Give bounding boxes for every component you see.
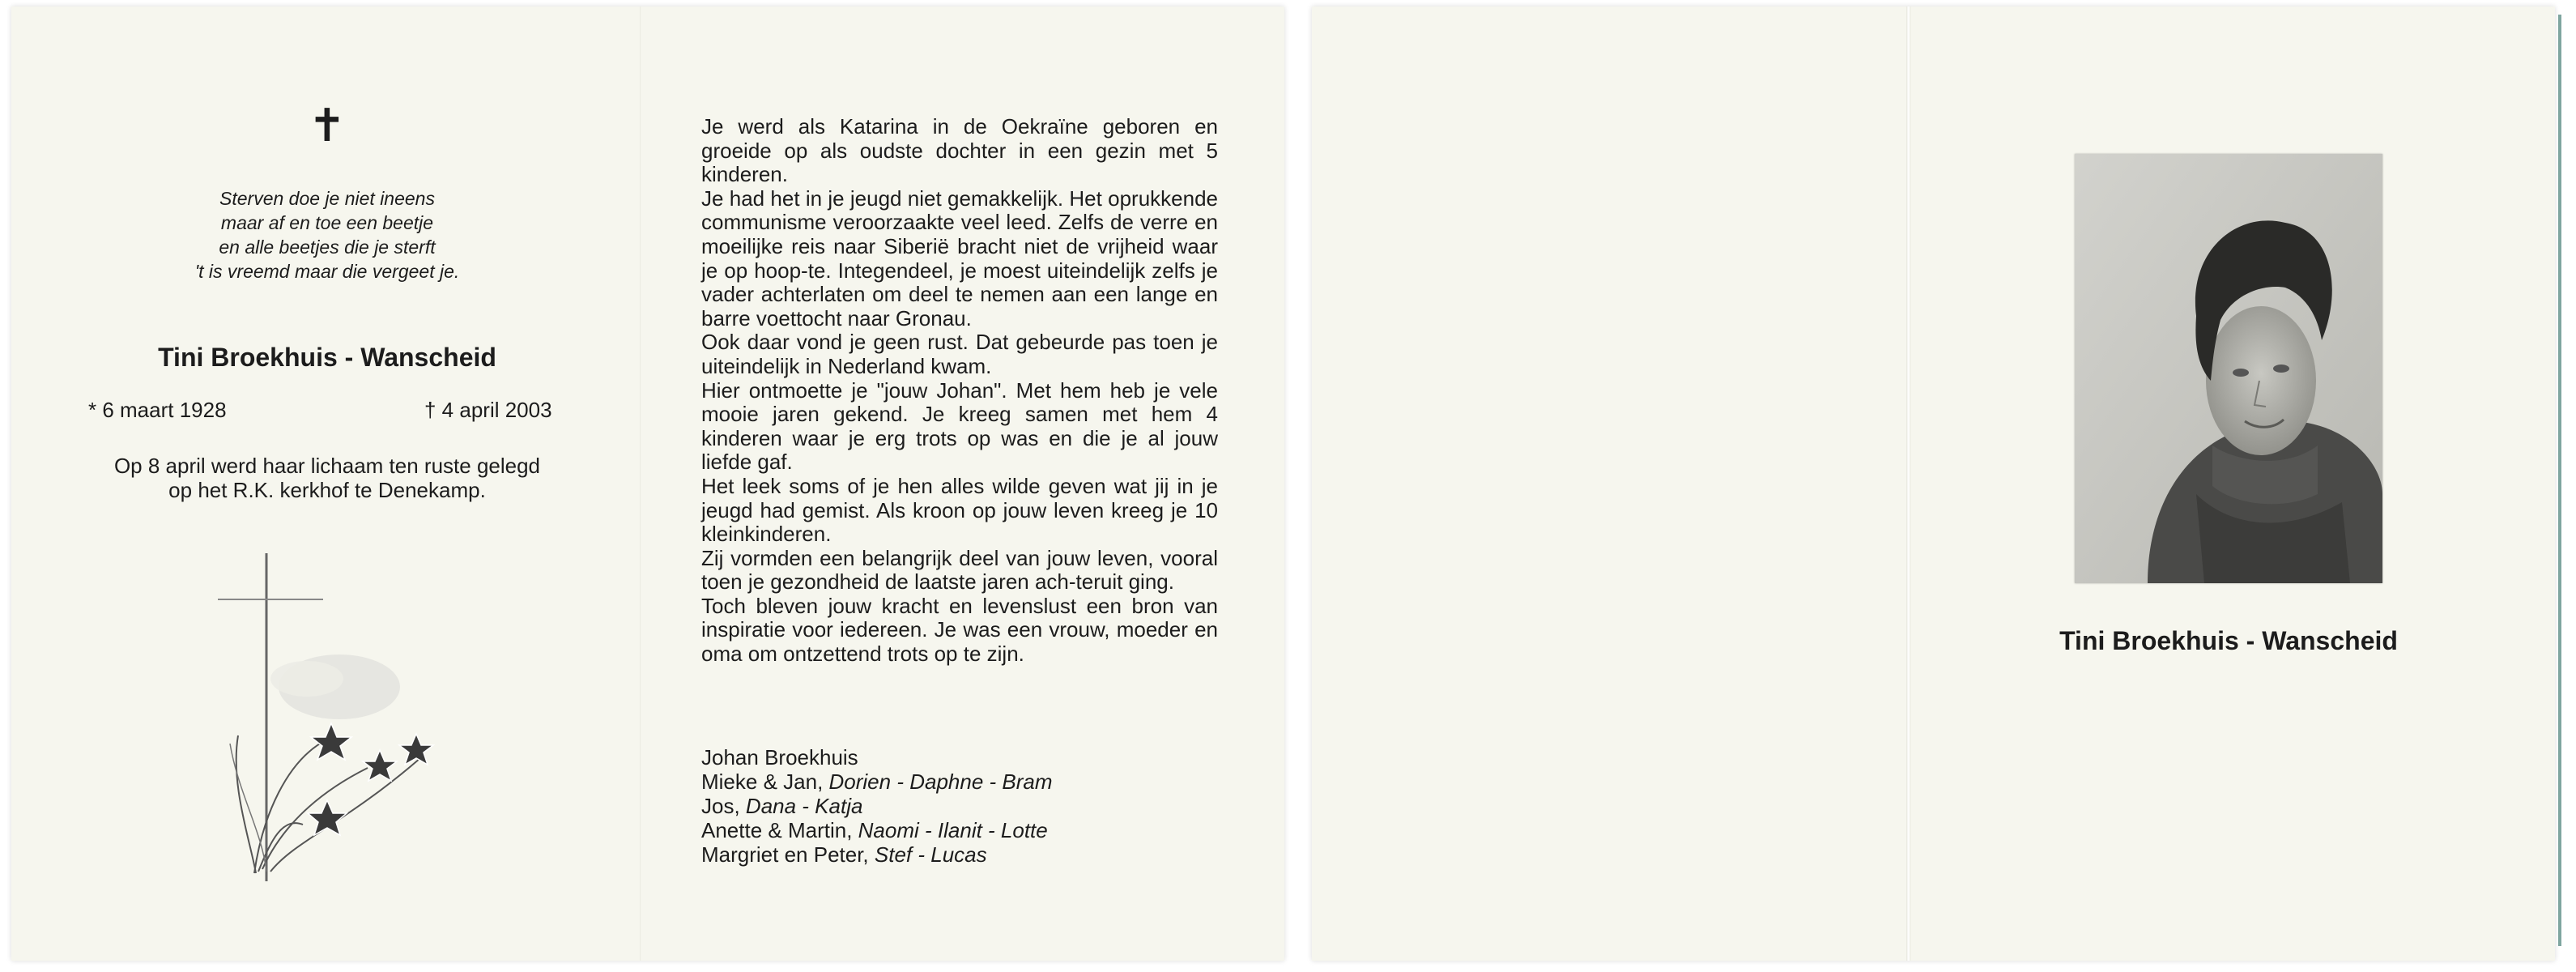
family-children: Dorien - Daphne - Bram (828, 770, 1053, 794)
family-children: Dana - Katja (745, 794, 863, 818)
family-line (701, 818, 1268, 842)
fold-line (1906, 6, 1911, 961)
card-edge (2558, 15, 2561, 946)
death-date: † 4 april 2003 (424, 398, 552, 422)
family-parents: Anette & Martin, (701, 818, 858, 842)
family-list (701, 745, 1268, 867)
poem-line: 't is vreemd maar die vergeet je. (194, 261, 460, 282)
cross-flowers-illustration (206, 549, 465, 889)
deceased-name: Tini Broekhuis - Wanscheid (158, 343, 496, 372)
burial-line: Op 8 april werd haar lichaam ten ruste gelegd (113, 454, 541, 478)
poem (11, 186, 643, 284)
photo-caption: Tini Broekhuis - Wanscheid (2059, 626, 2398, 655)
poem-line: maar af en toe een beetje (220, 212, 434, 233)
family-parents: Jos, (701, 794, 746, 818)
cross-icon: ✝ (308, 100, 347, 152)
burial-notice (11, 454, 643, 502)
poem-line: en alle beetjes die je sterft (219, 237, 436, 258)
memorial-card-inside (11, 6, 1284, 961)
biography-paragraph: Ook daar vond je geen rust. Dat gebeurde pas toen je uiteindelijk in Nederland kwam. (701, 330, 1218, 378)
family-parents: Margriet en Peter, (701, 842, 875, 867)
family-parents: Johan Broekhuis (701, 745, 858, 770)
biography (701, 115, 1218, 667)
poem-line: Sterven doe je niet ineens (219, 188, 435, 209)
family-children: Stef - Lucas (874, 842, 987, 867)
biography-paragraph: Hier ontmoette je "jouw Johan". Met hem heb je vele mooie jaren gekend. Je kreeg samen met hem 4 kinderen waar je erg trots op was en die je al jouw liefde gaf. (701, 377, 1218, 475)
portrait-photo (2075, 154, 2382, 583)
biography-paragraph: Het leek soms of je hen alles wilde geven wat jij in je jeugd had gemist. Als kroon op jouw leven kreeg je 10 kleinkinderen. (701, 473, 1218, 547)
family-line (701, 745, 1268, 770)
biography-paragraph: Zij vormden een belangrijk deel van jouw leven, vooral toen je gezondheid de laatste jaren ach-teruit ging. (701, 545, 1218, 595)
birth-date: * 6 maart 1928 (88, 398, 227, 422)
family-line (701, 842, 1268, 867)
biography-paragraph: Je had het in je jeugd niet gemakkelijk. Het oprukkende communisme veroorzaakte veel leed. Zelfs de verre en moeilijke reis naar Siberië bracht niet de vrijheid waar je op hoop-te. Integendeel, je moest uiteindelijk zelfs je vader achterlaten om deel te nemen aan een lange en barre voettocht naar Gronau. (701, 185, 1218, 330)
biography-paragraph: Toch bleven jouw kracht en levenslust een bron van inspiratie voor iedereen. Je was een vrouw, moeder en oma om ontzettend trots op te zijn. (701, 593, 1218, 667)
biography-paragraph: Je werd als Katarina in de Oekraïne geboren en groeide op als oudste dochter in een gezin met 5 kinderen. (701, 114, 1218, 187)
family-line (701, 770, 1268, 794)
portrait-image (2075, 154, 2382, 583)
family-line (701, 794, 1268, 818)
family-parents: Mieke & Jan, (701, 770, 829, 794)
burial-line: op het R.K. kerkhof te Denekamp. (168, 478, 486, 502)
family-children: Naomi - Ilanit - Lotte (858, 818, 1048, 842)
